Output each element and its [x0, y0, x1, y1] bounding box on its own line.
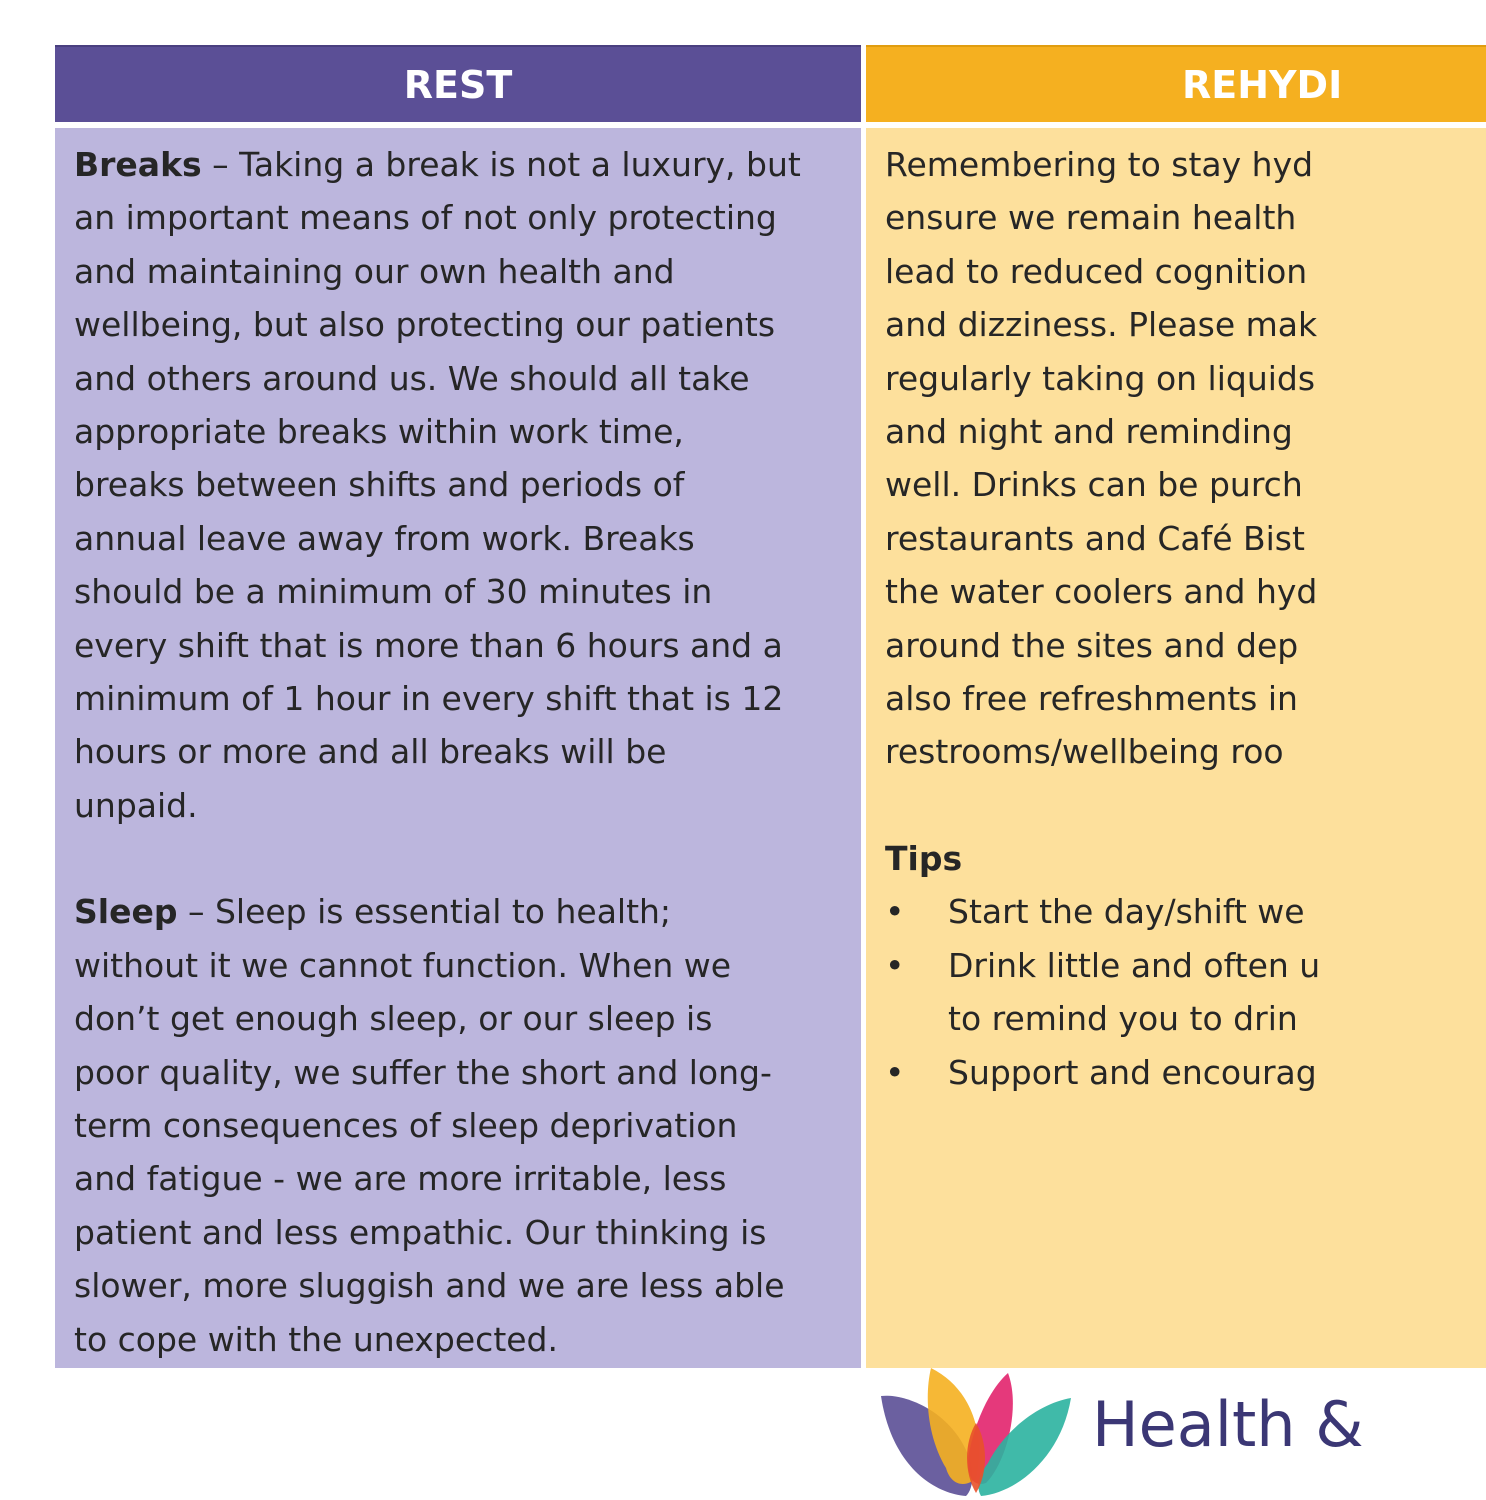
tip-text: Start the day/shift we: [948, 892, 1305, 932]
logo-text: Health &: [1092, 1388, 1364, 1461]
rehydrate-header-label: REHYDI: [1182, 62, 1343, 107]
list-item: [885, 1046, 1486, 1099]
paragraph-line: Sleep – Sleep is essential to health;: [74, 892, 672, 932]
paragraph-line: also free refreshments in: [885, 678, 1298, 718]
paragraph-line: minimum of 1 hour in every shift that is 12: [74, 678, 784, 718]
paragraph-line: and night and reminding: [885, 411, 1293, 451]
paragraph-line: to cope with the unexpected.: [74, 1319, 558, 1359]
paragraph-line: hours or more and all breaks will be: [74, 732, 667, 772]
rehydrate-paragraph: [885, 138, 1486, 779]
paragraph-line: and dizziness. Please mak: [885, 305, 1318, 345]
bullet-icon: •: [885, 945, 905, 985]
paragraph-line: appropriate breaks within work time,: [74, 411, 684, 451]
paragraph-line: and others around us. We should all take: [74, 358, 750, 398]
paragraph-line: don’t get enough sleep, or our sleep is: [74, 999, 713, 1039]
rest-header: [55, 45, 861, 122]
rest-column: [55, 128, 861, 1368]
paragraph-line: ensure we remain health: [885, 198, 1297, 238]
paragraph-line: around the sites and dep: [885, 625, 1299, 665]
paragraph-line: wellbeing, but also protecting our patients: [74, 305, 776, 345]
tip-text: Support and encourag: [948, 1052, 1317, 1092]
breaks-term: Breaks: [74, 145, 202, 184]
rehydrate-header: [866, 45, 1486, 122]
paragraph-line: well. Drinks can be purch: [885, 465, 1303, 505]
paragraph-line: term consequences of sleep deprivation: [74, 1106, 738, 1146]
rest-header-label: REST: [403, 62, 513, 107]
spacer: [74, 832, 861, 885]
paragraph-line: every shift that is more than 6 hours and a: [74, 625, 783, 665]
paragraph-line: poor quality, we suffer the short and long-: [74, 1052, 772, 1092]
paragraph-line: Breaks – Taking a break is not a luxury, but: [74, 145, 801, 184]
bullet-icon: •: [885, 892, 905, 932]
paragraph-line: the water coolers and hyd: [885, 572, 1318, 612]
paragraph-line: restaurants and Café Bist: [885, 518, 1305, 558]
lotus-logo-icon: [876, 1368, 1076, 1498]
bullet-icon: •: [885, 1052, 905, 1092]
paragraph-line: should be a minimum of 30 minutes in: [74, 572, 713, 612]
paragraph-line: slower, more sluggish and we are less able: [74, 1266, 785, 1306]
paragraph-line: restrooms/wellbeing roo: [885, 732, 1284, 772]
paragraph-line: without it we cannot function. When we: [74, 945, 732, 985]
paragraph-line: and fatigue - we are more irritable, less: [74, 1159, 727, 1199]
list-item: [885, 939, 1486, 992]
paragraph-line: breaks between shifts and periods of: [74, 465, 685, 505]
paragraph-line: an important means of not only protecting: [74, 198, 777, 238]
tip-text-continued: to remind you to drin: [948, 999, 1298, 1039]
paragraph-line: and maintaining our own health and: [74, 251, 675, 291]
paragraph-line: unpaid.: [74, 785, 198, 825]
rehydrate-column: [866, 128, 1486, 1368]
sleep-paragraph: [74, 885, 861, 1366]
tips-title: Tips: [885, 839, 963, 879]
list-item: [885, 885, 1486, 938]
spacer: [885, 779, 1486, 832]
paragraph-line: annual leave away from work. Breaks: [74, 518, 695, 558]
paragraph-line: Remembering to stay hyd: [885, 145, 1314, 184]
paragraph-line: regularly taking on liquids: [885, 358, 1316, 398]
sleep-term: Sleep: [74, 892, 178, 932]
breaks-paragraph: [74, 138, 861, 832]
paragraph-line: patient and less empathic. Our thinking is: [74, 1212, 767, 1252]
tip-text: Drink little and often u: [948, 945, 1321, 985]
tips-list: [885, 885, 1486, 1099]
paragraph-line: lead to reduced cognition: [885, 251, 1308, 291]
